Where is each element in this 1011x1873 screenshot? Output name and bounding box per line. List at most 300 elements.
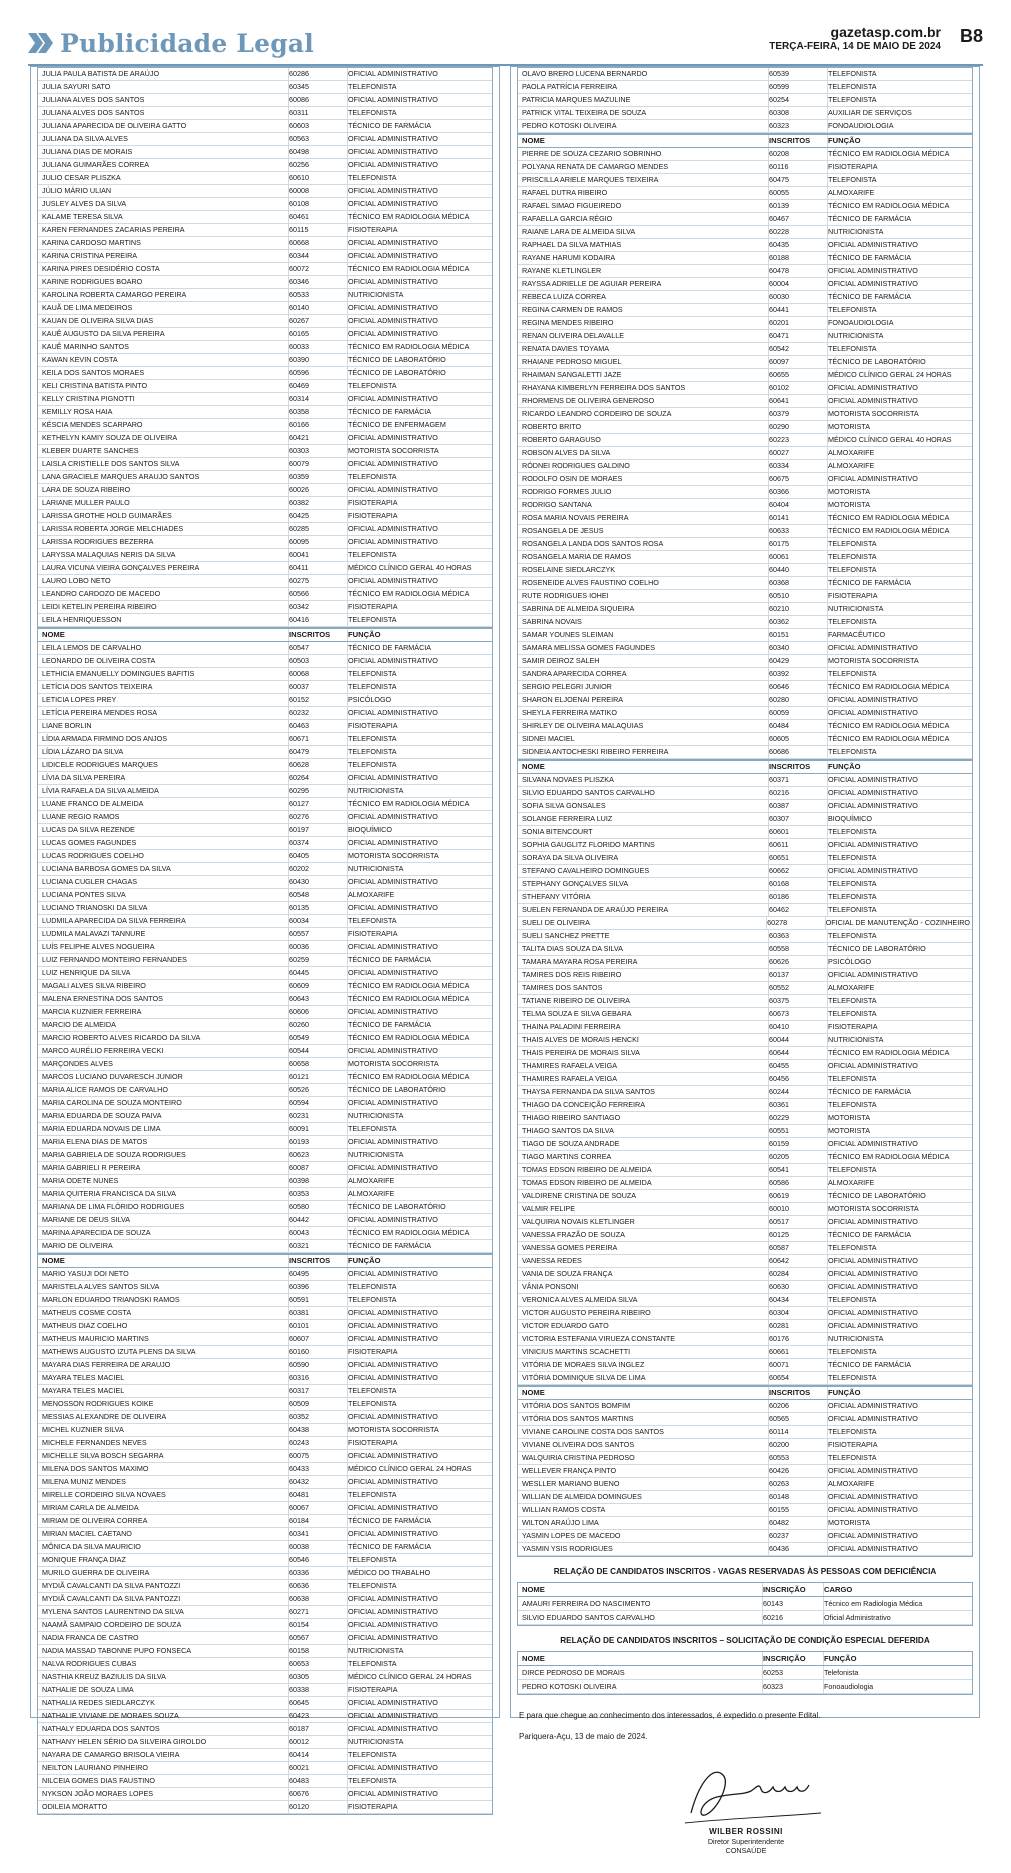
- table-row: [38, 1411, 492, 1424]
- cell-nome: RHAIMAN SANGALETTI JAZE: [518, 369, 769, 381]
- table-row: [38, 1398, 492, 1411]
- cell-nome: MARCOS LUCIANO DUVARESCH JUNIOR: [38, 1071, 289, 1083]
- table-row: [38, 159, 492, 172]
- cell-nome: WESLLER MARIANO BUENO: [518, 1478, 769, 1490]
- cell-inscricao: 60210: [769, 603, 828, 615]
- cell-nome: PEDRO KOTOSKI OLIVEIRA: [518, 1680, 763, 1693]
- cell-funcao: ALMOXARIFE: [828, 188, 875, 197]
- cell-funcao: TELEFONISTA: [348, 1124, 397, 1133]
- cell-funcao: MÉDICO CLÍNICO GERAL 40 HORAS: [828, 435, 952, 444]
- cell-nome: SUELEN FERNANDA DE ARAÚJO PEREIRA: [518, 904, 769, 916]
- cell-nome: NADIA MASSAD TABONNE PUPO FONSECA: [38, 1645, 289, 1657]
- cell-funcao: MOTORISTA: [828, 422, 871, 431]
- cell-funcao: OFICIAL ADMINISTRATIVO: [828, 1139, 918, 1148]
- table-row: [518, 1099, 972, 1112]
- table-row: [518, 1268, 972, 1281]
- cell-funcao: TÉCNICO EM RADIOLOGIA MÉDICA: [828, 682, 950, 691]
- table-row: [38, 315, 492, 328]
- cell-inscricao: 60290: [769, 421, 828, 433]
- table-row: [518, 317, 972, 330]
- cell-nome: PIERRE DE SOUZA CEZARIO SOBRINHO: [518, 148, 769, 160]
- cell-nome: MARIA GABRIELI R PEREIRA: [38, 1162, 289, 1174]
- cell-inscricao: 60317: [289, 1385, 348, 1397]
- cell-inscricao: 60539: [769, 68, 828, 80]
- cell-nome: RAFAEL SIMAO FIGUEIREDO: [518, 200, 769, 212]
- cell-funcao: OFICIAL ADMINISTRATIVO: [828, 1061, 918, 1070]
- cell-funcao: NUTRICIONISTA: [828, 1334, 884, 1343]
- cell-inscricao: 60455: [769, 1060, 828, 1072]
- cell-inscricao: 60165: [289, 328, 348, 340]
- cell-funcao: MOTORISTA: [828, 500, 871, 509]
- table-row: [38, 655, 492, 668]
- cell-inscricao: 60026: [289, 484, 348, 496]
- table-row: [38, 1463, 492, 1476]
- cell-nome: RODRIGO SANTANA: [518, 499, 769, 511]
- cell-nome: MALENA ERNESTINA DOS SANTOS: [38, 993, 289, 1005]
- cell-nome: THIAGO DA CONCEIÇÃO FERREIRA: [518, 1099, 769, 1111]
- table-row: [518, 1680, 972, 1694]
- cell-inscricao: 60043: [289, 1227, 348, 1239]
- cell-nome: LANA GRACIELE MARQUES ARAUJO SANTOS: [38, 471, 289, 483]
- table-row: [38, 889, 492, 902]
- cell-nome: JULIANA ALVES DOS SANTOS: [38, 107, 289, 119]
- table-row: [38, 601, 492, 614]
- table-row: [38, 681, 492, 694]
- table-row: [38, 146, 492, 159]
- cell-funcao: OFICIAL ADMINISTRATIVO: [828, 1544, 918, 1553]
- cell-nome: SABRINA NOVAIS: [518, 616, 769, 628]
- cell-nome: LIDICELE RODRIGUES MARQUES: [38, 759, 289, 771]
- cell-funcao: TÉCNICO DE FARMÁCIA: [348, 1542, 432, 1551]
- cell-funcao: FISIOTERAPIA: [348, 1685, 398, 1694]
- cell-funcao: TELEFONISTA: [348, 747, 397, 756]
- cell-inscricao: 60544: [289, 1045, 348, 1057]
- table-row: [38, 1554, 492, 1567]
- cell-inscricao: 60316: [289, 1372, 348, 1384]
- cell-funcao: TELEFONISTA: [828, 905, 877, 914]
- table-row: [38, 824, 492, 837]
- table-row: [38, 380, 492, 393]
- cell-inscricao: 60232: [289, 707, 348, 719]
- cell-inscricao: 60116: [769, 161, 828, 173]
- cell-nome: PAOLA PATRÍCIA FERREIRA: [518, 81, 769, 93]
- table-row: [518, 1346, 972, 1359]
- cell-nome: JULIA SAYURI SATO: [38, 81, 289, 93]
- table-row: [38, 707, 492, 720]
- cell-nome: NAYARA DE CAMARGO BRISOLA VIEIRA: [38, 1749, 289, 1761]
- cell-cargo: Oficial Administrativo: [824, 1613, 891, 1622]
- cell-nome: MICHEL KUZNIER SILVA: [38, 1424, 289, 1436]
- cell-funcao: NUTRICIONISTA: [348, 1737, 404, 1746]
- cell-nome: RAYSSA ADRIELLE DE AGUIAR PEREIRA: [518, 278, 769, 290]
- cell-inscricao: 60166: [289, 419, 348, 431]
- cell-nome: LÍDIA ARMADA FIRMINO DOS ANJOS: [38, 733, 289, 745]
- site-url[interactable]: gazetasp.com.br: [830, 24, 941, 40]
- cell-nome: SONIA BITENCOURT: [518, 826, 769, 838]
- cell-funcao: TELEFONISTA: [348, 760, 397, 769]
- table-row: [38, 1162, 492, 1175]
- cell-inscricao: 60267: [289, 315, 348, 327]
- cell-funcao: TÉCNICO DE ENFERMAGEM: [348, 420, 446, 429]
- table-row: [38, 1697, 492, 1710]
- cell-funcao: MÉDICO CLÍNICO GERAL 40 HORAS: [348, 563, 472, 572]
- table-row: [38, 1515, 492, 1528]
- cell-inscricao: 60430: [289, 876, 348, 888]
- cell-funcao: TELEFONISTA: [828, 552, 877, 561]
- column-header-nome: NOME: [38, 629, 289, 641]
- cell-nome: NATHALIE VIVIANE DE MORAES SOUZA: [38, 1710, 289, 1722]
- cell-funcao: TÉCNICO EM RADIOLOGIA MÉDICA: [348, 799, 470, 808]
- cell-inscricao: 60256: [289, 159, 348, 171]
- cell-inscricao: 60061: [769, 551, 828, 563]
- cell-inscricao: 60533: [289, 289, 348, 301]
- table-row: [38, 1032, 492, 1045]
- pcd-table-header: [518, 1583, 972, 1597]
- cell-inscricao: 60467: [769, 213, 828, 225]
- table-row: [518, 1666, 972, 1680]
- table-row: [38, 1333, 492, 1346]
- cell-nome: ROSA MARIA NOVAIS PEREIRA: [518, 512, 769, 524]
- table-row: [38, 1201, 492, 1214]
- table-row: [518, 120, 972, 133]
- cell-inscricao: 60483: [289, 1775, 348, 1787]
- cell-funcao: TÉCNICO DE LABORATÓRIO: [348, 1085, 446, 1094]
- cell-nome: RAPHAEL DA SILVA MATHIAS: [518, 239, 769, 251]
- cell-inscricao: 60139: [769, 200, 828, 212]
- cell-inscricao: 60030: [769, 291, 828, 303]
- cell-nome: VITÓRIA DE MORAES SILVA INGLEZ: [518, 1359, 769, 1371]
- cell-inscricao: 60159: [769, 1138, 828, 1150]
- cell-inscricao: 60580: [289, 1201, 348, 1213]
- cell-funcao: OFICIAL ADMINISTRATIVO: [348, 537, 438, 546]
- cell-funcao: MOTORISTA SOCORRISTA: [348, 1059, 439, 1068]
- table-row: [38, 1593, 492, 1606]
- cell-nome: STEPHANY GONÇALVES SILVA: [518, 878, 769, 890]
- applicants-table: [37, 1254, 493, 1815]
- table-row: [38, 1372, 492, 1385]
- cell-funcao: BIOQUÍMICO: [828, 814, 872, 823]
- table-row: [518, 629, 972, 642]
- cell-nome: WILLIAN RAMOS COSTA: [518, 1504, 769, 1516]
- table-row: [38, 588, 492, 601]
- cell-nome: JÚLIO MÁRIO ULIAN: [38, 185, 289, 197]
- cell-nome: MENOSSON RODRIGUES KOIKE: [38, 1398, 289, 1410]
- cell-funcao: OFICIAL ADMINISTRATIVO: [828, 1401, 918, 1410]
- cell-nome: VINICIUS MARTINS SCACHETTI: [518, 1346, 769, 1358]
- cell-funcao: OFICIAL ADMINISTRATIVO: [348, 1137, 438, 1146]
- cell-nome: SOFIA SILVA GONSALES: [518, 800, 769, 812]
- cell-funcao: TELEFONISTA: [828, 853, 877, 862]
- table-row: [38, 1320, 492, 1333]
- cell-nome: MARIO DE OLIVEIRA: [38, 1240, 289, 1252]
- cell-nome: VICTOR AUGUSTO PEREIRA RIBEIRO: [518, 1307, 769, 1319]
- cell-funcao: OFICIAL ADMINISTRATIVO: [348, 433, 438, 442]
- cell-funcao: TELEFONISTA: [348, 1555, 397, 1564]
- cell-inscricao: 60644: [769, 1047, 828, 1059]
- cell-inscricao: 60590: [289, 1359, 348, 1371]
- cell-inscricao: 60586: [769, 1177, 828, 1189]
- cell-inscricao: 60340: [769, 642, 828, 654]
- table-row: [38, 1658, 492, 1671]
- cell-funcao: FISIOTERAPIA: [348, 1802, 398, 1811]
- cell-nome: NATHANY HELEN SÉRIO DA SILVEIRA GIROLDO: [38, 1736, 289, 1748]
- table-row: [518, 1073, 972, 1086]
- cell-nome: ROBERTO GARAGUSO: [518, 434, 769, 446]
- cell-funcao: OFICIAL ADMINISTRATIVO: [828, 840, 918, 849]
- right-column: [510, 66, 980, 1855]
- cell-funcao: TÉCNICO EM RADIOLOGIA MÉDICA: [348, 589, 470, 598]
- cell-funcao: OFICIAL ADMINISTRATIVO: [828, 801, 918, 810]
- table-row: [518, 1177, 972, 1190]
- table-row: [518, 1400, 972, 1413]
- cell-nome: DIRCE PEDROSO DE MORAIS: [518, 1666, 763, 1679]
- cell-inscricao: 60434: [769, 1294, 828, 1306]
- cell-nome: RAFAELLA GARCIA RÉGIO: [518, 213, 769, 225]
- cell-nome: LARISSA ROBERTA JORGE MELCHIADES: [38, 523, 289, 535]
- table-row: [38, 811, 492, 824]
- table-row: [38, 1736, 492, 1749]
- cell-funcao: TELEFONISTA: [348, 615, 397, 624]
- cell-inscricao: 60390: [289, 354, 348, 366]
- table-row: [38, 1567, 492, 1580]
- cell-nome: MYDIÃ CAVALCANTI DA SILVA PANTOZZI: [38, 1580, 289, 1592]
- cell-nome: LUANE REGIO RAMOS: [38, 811, 289, 823]
- cell-inscricao: 60188: [769, 252, 828, 264]
- table-row: [38, 1528, 492, 1541]
- cell-inscricao: 60552: [769, 982, 828, 994]
- cell-funcao: TELEFONISTA: [828, 617, 877, 626]
- table-row: [518, 68, 972, 81]
- cell-funcao: TELEFONISTA: [828, 879, 877, 888]
- cell-inscricao: 60426: [769, 1465, 828, 1477]
- cell-nome: LUIZ FERNANDO MONTEIRO FERNANDES: [38, 954, 289, 966]
- table-row: [518, 447, 972, 460]
- cell-inscricao: 60433: [289, 1463, 348, 1475]
- cell-inscricao: 60338: [289, 1684, 348, 1696]
- table-row: [518, 917, 972, 930]
- table-row: [518, 774, 972, 787]
- table-row: [518, 995, 972, 1008]
- cell-nome: ROSELAINE SIEDLARCZYK: [518, 564, 769, 576]
- cell-funcao: TÉCNICO DE FARMÁCIA: [828, 1087, 912, 1096]
- table-row: [38, 107, 492, 120]
- cell-inscricao: 60228: [769, 226, 828, 238]
- cell-nome: KLEBER DUARTE SANCHES: [38, 445, 289, 457]
- cell-inscricao: 60591: [289, 1294, 348, 1306]
- cell-funcao: OFICIAL ADMINISTRATIVO: [348, 316, 438, 325]
- cell-nome: LUCAS GOMES FAGUNDES: [38, 837, 289, 849]
- cell-funcao: TELEFONISTA: [828, 1427, 877, 1436]
- cell-inscricao: 60055: [769, 187, 828, 199]
- table-row: [518, 1517, 972, 1530]
- cell-nome: LIANE BORLIN: [38, 720, 289, 732]
- table-row: [518, 94, 972, 107]
- cell-nome: LAISLA CRISTIELLE DOS SANTOS SILVA: [38, 458, 289, 470]
- cell-funcao: TELEFONISTA: [828, 1074, 877, 1083]
- cell-nome: LARA DE SOUZA RIBEIRO: [38, 484, 289, 496]
- cell-funcao: OFICIAL ADMINISTRATIVO: [348, 160, 438, 169]
- cell-nome: NYKSON JOÃO MORAES LOPES: [38, 1788, 289, 1800]
- cell-inscricao: 60095: [289, 536, 348, 548]
- cell-funcao: OFICIAL ADMINISTRATIVO: [348, 1046, 438, 1055]
- cell-funcao: FISIOTERAPIA: [348, 1438, 398, 1447]
- cell-nome: KAUÊ AUGUSTO DA SILVA PEREIRA: [38, 328, 289, 340]
- cell-funcao: OFICIAL ADMINISTRATIVO: [348, 238, 438, 247]
- table-row: [38, 1136, 492, 1149]
- cell-funcao: OFICIAL ADMINISTRATIVO: [348, 838, 438, 847]
- table-row: [38, 237, 492, 250]
- table-row: [38, 1110, 492, 1123]
- cell-funcao: MOTORISTA SOCORRISTA: [828, 656, 919, 665]
- cell-nome: MIRELLE CORDEIRO SILVA NOVAES: [38, 1489, 289, 1501]
- table-row: [38, 523, 492, 536]
- cell-nome: SOLANGE FERREIRA LUIZ: [518, 813, 769, 825]
- table-row: [518, 473, 972, 486]
- cell-funcao: OFICIAL ADMINISTRATIVO: [348, 1007, 438, 1016]
- cell-nome: MARIA QUITERIA FRANCISCA DA SILVA: [38, 1188, 289, 1200]
- cell-inscricao: 60208: [769, 148, 828, 160]
- cell-inscricao: 60675: [769, 473, 828, 485]
- cell-funcao: OFICIAL ADMINISTRATIVO: [348, 1529, 438, 1538]
- table-header-row: [38, 1255, 492, 1268]
- table-row: [38, 1788, 492, 1801]
- cell-inscricao: 60371: [769, 774, 828, 786]
- cell-inscricao: 60563: [289, 133, 348, 145]
- cell-funcao: TELEFONISTA: [348, 1295, 397, 1304]
- cell-funcao: OFICIAL ADMINISTRATIVO: [348, 812, 438, 821]
- column-header-inscricao: INSCRIÇÃO: [763, 1583, 824, 1596]
- cell-nome: STHEFANY VITÓRIA: [518, 891, 769, 903]
- cell-inscricao: 60206: [769, 1400, 828, 1412]
- cell-nome: THAIS ALVES DE MORAIS HENCKI: [518, 1034, 769, 1046]
- cell-funcao: TELEFONISTA: [828, 1347, 877, 1356]
- cell-funcao: TÉCNICO EM RADIOLOGIA MÉDICA: [828, 1152, 950, 1161]
- cell-nome: VITÓRIA DOMINIQUE SILVA DE LIMA: [518, 1372, 769, 1384]
- cell-nome: LUDMILA MALAVAZI TANNURE: [38, 928, 289, 940]
- cell-inscricao: 60202: [289, 863, 348, 875]
- table-row: [518, 1359, 972, 1372]
- table-row: [518, 187, 972, 200]
- cell-funcao: TÉCNICO DE LABORATÓRIO: [828, 1191, 926, 1200]
- cell-inscricao: 60323: [769, 120, 828, 132]
- cell-funcao: FISIOTERAPIA: [348, 225, 398, 234]
- cell-nome: MARÇONDES ALVES: [38, 1058, 289, 1070]
- table-row: [518, 564, 972, 577]
- cell-inscricao: 60503: [289, 655, 348, 667]
- cell-inscricao: 60510: [769, 590, 828, 602]
- table-row: [518, 720, 972, 733]
- cell-inscricao: 60416: [289, 614, 348, 626]
- cell-nome: WALQUIRIA CRISTINA PEDROSO: [518, 1452, 769, 1464]
- cell-inscricao: 60375: [769, 995, 828, 1007]
- table-row: [518, 891, 972, 904]
- cell-funcao: PSICÓLOGO: [348, 695, 392, 704]
- cell-nome: LETÍCIA DOS SANTOS TEIXEIRA: [38, 681, 289, 693]
- cell-inscricao: 60278: [767, 917, 826, 929]
- cell-nome: MARIA CAROLINA DE SOUZA MONTEIRO: [38, 1097, 289, 1109]
- table-row: [38, 928, 492, 941]
- cell-nome: VALQUIRIA NOVAIS KLETLINGER: [518, 1216, 769, 1228]
- cell-inscricao: 60308: [769, 107, 828, 119]
- cell-funcao: FISIOTERAPIA: [828, 162, 878, 171]
- cell-inscricao: 60276: [289, 811, 348, 823]
- cell-nome: MARCO AURÉLIO FERREIRA VECKI: [38, 1045, 289, 1057]
- cell-nome: YASMIN LOPES DE MACEDO: [518, 1530, 769, 1542]
- table-row: [38, 562, 492, 575]
- cell-funcao: OFICIAL ADMINISTRATIVO: [348, 1215, 438, 1224]
- cell-funcao: FISIOTERAPIA: [348, 602, 398, 611]
- cell-nome: LUCAS RODRIGUES COELHO: [38, 850, 289, 862]
- cell-inscricao: 60086: [289, 94, 348, 106]
- cell-inscricao: 60068: [289, 668, 348, 680]
- table-row: [38, 354, 492, 367]
- table-row: [38, 445, 492, 458]
- cell-funcao: OFICIAL ADMINISTRATIVO: [348, 1451, 438, 1460]
- table-row: [518, 1060, 972, 1073]
- table-row: [518, 1229, 972, 1242]
- cell-funcao: TELEFONISTA: [828, 1009, 877, 1018]
- table-row: [38, 1801, 492, 1814]
- cell-funcao: OFICIAL ADMINISTRATIVO: [348, 1698, 438, 1707]
- table-row: [518, 1164, 972, 1177]
- cell-nome: NAAMÃ SAMPAIO CORDEIRO DE SOUZA: [38, 1619, 289, 1631]
- cell-nome: KELI CRISTINA BATISTA PINTO: [38, 380, 289, 392]
- table-row: [518, 1530, 972, 1543]
- table-row: [38, 1775, 492, 1788]
- cell-inscricao: 60623: [289, 1149, 348, 1161]
- cell-nome: WILTON ARAÚJO LIMA: [518, 1517, 769, 1529]
- cell-nome: NILCEIA GOMES DIAS FAUSTINO: [38, 1775, 289, 1787]
- table-row: [38, 497, 492, 510]
- cell-funcao: OFICIAL ADMINISTRATIVO: [828, 695, 918, 704]
- cell-inscricao: 60097: [769, 356, 828, 368]
- cell-inscricao: 60201: [769, 317, 828, 329]
- cell-nome: LUCIANA CUGLER CHAGAS: [38, 876, 289, 888]
- cell-inscricao: 60341: [289, 1528, 348, 1540]
- cell-funcao: TELEFONISTA: [828, 565, 877, 574]
- table-row: [518, 655, 972, 668]
- column-header-nome: NOME: [518, 1387, 769, 1399]
- cell-nome: RAFAEL DUTRA RIBEIRO: [518, 187, 769, 199]
- cell-inscricao: 60115: [289, 224, 348, 236]
- cell-inscricao: 60012: [289, 1736, 348, 1748]
- table-row: [38, 941, 492, 954]
- cell-funcao: MOTORISTA SOCORRISTA: [828, 1204, 919, 1213]
- applicants-table: [517, 1386, 973, 1557]
- cell-inscricao: 60557: [289, 928, 348, 940]
- cell-funcao: MOTORISTA SOCORRISTA: [828, 409, 919, 418]
- cell-funcao: TELEFONISTA: [348, 1581, 397, 1590]
- cell-funcao: OFICIAL ADMINISTRATIVO: [828, 279, 918, 288]
- table-row: [38, 720, 492, 733]
- cell-funcao: NUTRICIONISTA: [348, 1111, 404, 1120]
- cell-funcao: OFICIAL ADMINISTRATIVO: [828, 266, 918, 275]
- table-row: [38, 1227, 492, 1240]
- table-row: [38, 1671, 492, 1684]
- table-row: [38, 837, 492, 850]
- table-row: [518, 878, 972, 891]
- cell-nome: ROSANGELA DE JESUS: [518, 525, 769, 537]
- cell-nome: TAMIRES DOS REIS RIBEIRO: [518, 969, 769, 981]
- cell-nome: JULIANA DA SILVA ALVES: [38, 133, 289, 145]
- table-row: [518, 1138, 972, 1151]
- table-row: [518, 1611, 972, 1625]
- cell-inscricao: 60087: [289, 1162, 348, 1174]
- cell-inscricao: 60229: [769, 1112, 828, 1124]
- cell-funcao: FISIOTERAPIA: [348, 721, 398, 730]
- cell-funcao: TELEFONISTA: [348, 734, 397, 743]
- cell-funcao: OFICIAL ADMINISTRATIVO: [348, 1098, 438, 1107]
